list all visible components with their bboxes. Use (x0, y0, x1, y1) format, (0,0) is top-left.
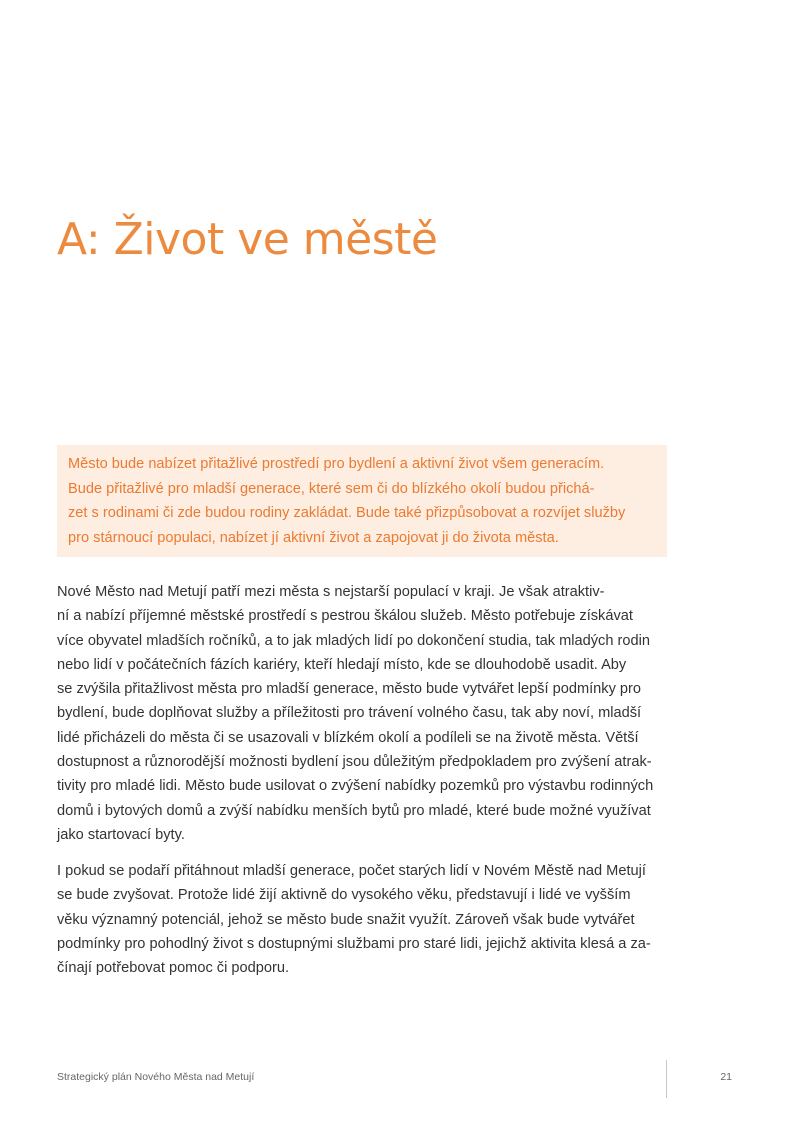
footer-document-title: Strategický plán Nového Města nad Metují (57, 1071, 255, 1083)
chapter-heading: A: Život ve městě (57, 214, 438, 265)
highlight-box (57, 445, 667, 557)
highlight-line: Město bude nabízet přitažlivé prostředí pro bydlení a aktivní život všem generacím. (68, 456, 605, 472)
body-paragraph-2 (57, 859, 677, 980)
body-paragraph-1 (57, 580, 677, 847)
highlight-line: zet s rodinami či zde budou rodiny zakládat. Bude také přizpůsobovat a rozvíjet služby (68, 505, 626, 521)
paragraph-line: tivity pro mladé lidi. Město bude usilovat o zvýšení nabídky pozemků pro výstavbu rodinných (57, 778, 654, 795)
paragraph-line: dostupnost a různorodější možnosti bydlení jsou důležitým předpokladem pro zvýšení atrak- (57, 754, 652, 771)
paragraph-line: věku významný potenciál, jehož se město bude snažit využít. Zároveň však bude vytvářet (57, 911, 635, 928)
paragraph-line: domů i bytových domů a zvýší nabídku menších bytů pro mladé, které bude možné využívat (57, 802, 651, 819)
paragraph-line: více obyvatel mladších ročníků, a to jak mladých lidí po dokončení studia, tak mladých rodin (57, 632, 650, 649)
paragraph-line: I pokud se podaří přitáhnout mladší generace, počet starých lidí v Novém Městě nad Metují (57, 863, 646, 879)
page-number: 21 (720, 1071, 732, 1083)
paragraph-line: podmínky pro pohodlný život s dostupnými službami pro staré lidi, jejichž aktivita klesá a za- (57, 935, 651, 952)
highlight-line: Bude přitažlivé pro mladší generace, které sem či do blízkého okolí budou přichá- (68, 480, 595, 497)
paragraph-line: čínají potřebovat pomoc či podporu. (57, 960, 290, 977)
paragraph-line: nebo lidí v počátečních fázích kariéry, kteří hledají místo, kde se dlouhodobě usadit. Aby (57, 656, 627, 673)
paragraph-line: se zvýšila přitažlivost města pro mladší generace, město bude vytvářet lepší podmínky pro (57, 681, 642, 698)
highlight-line: pro stárnoucí populaci, nabízet jí aktivní život a zapojovat ji do života města. (68, 529, 559, 546)
paragraph-line: bydlení, bude doplňovat služby a příležitosti pro trávení volného času, tak aby noví, mladší (57, 705, 642, 722)
paragraph-line: ní a nabízí příjemné městské prostředí s pestrou škálou služeb. Město potřebuje získávat (57, 608, 633, 625)
paragraph-line: se bude zvyšovat. Protože lidé žijí aktivně do vysokého věku, představují i lidé ve vyšším (57, 887, 631, 904)
paragraph-line: jako startovací byty. (57, 826, 185, 843)
footer-divider (666, 1060, 667, 1098)
paragraph-line: Nové Město nad Metují patří mezi města s nejstarší populací v kraji. Je však atraktiv- (57, 584, 605, 600)
paragraph-line: lidé přicházeli do města či se usazovali v blízkém okolí a podíleli se na životě města. Větší (57, 729, 639, 746)
